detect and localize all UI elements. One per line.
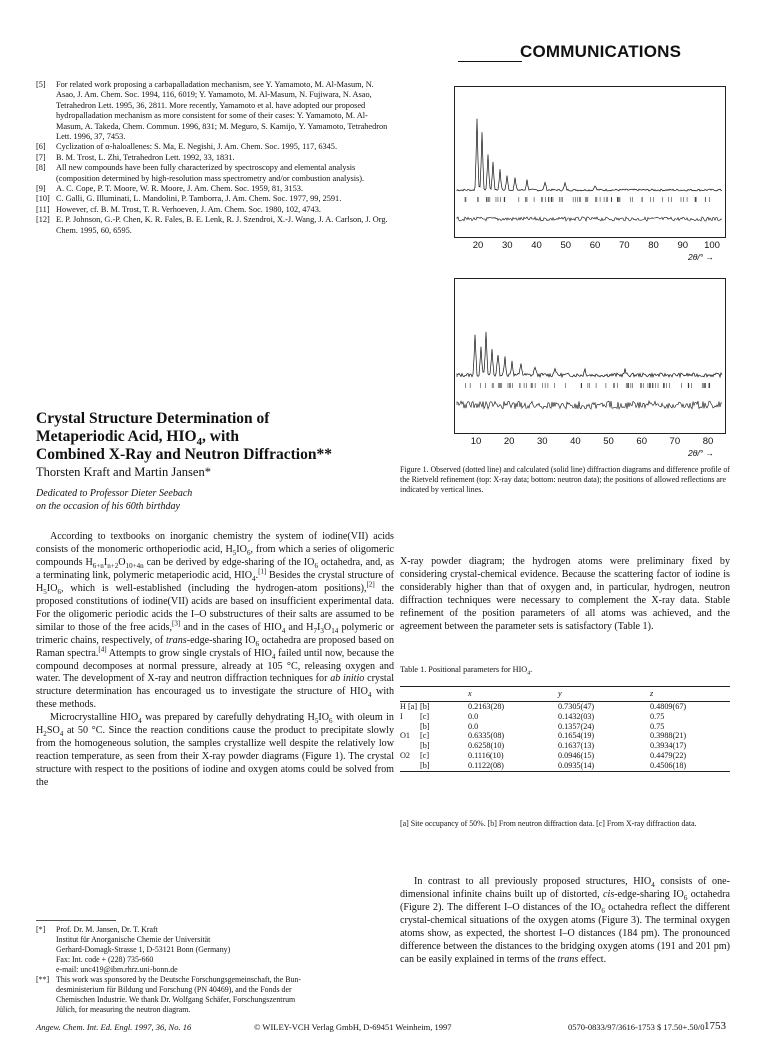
axis-tick-label: 80 [648, 240, 659, 251]
axis-tick-label: 30 [536, 436, 548, 447]
table-cell-x: 0.1122(08) [468, 760, 504, 770]
table-cell-y: 0.0946(15) [558, 750, 595, 760]
footnote-line: This work was sponsored by the Deutsche Forschungsgemeinschaft, the Bun- [56, 975, 302, 984]
title-subscript: 4 [196, 436, 202, 449]
footer-volume: 1997, 36, No. 16 [134, 1022, 192, 1032]
reference-item [36, 142, 394, 152]
table-caption: Table 1. Positional parameters for $HIO_4$. [400, 665, 533, 677]
figure-caption: Figure 1. Observed (dotted line) and calculated (solid line) diffraction diagrams and difference profile of the Rietveld refinement (top: X-ray data; bottom: neutron data); the positions of allowed reflections are indicated by vertical lines. [400, 465, 730, 494]
table-cell-z: 0.4809(67) [650, 702, 687, 711]
reference-text: B. M. Trost, L. Zhi, Tetrahedron Lett. 1992, 33, 1831. [56, 152, 235, 162]
reference-text: E. P. Johnson, G.-P. Chen, K. R. Fales, B. E. Lenk, R. J. Szendroi, X.-J. Wang, J. A. Carlson, J. Org. Chem. 1995, 60, 6595. [56, 215, 388, 235]
paragraph: In contrast to all previously proposed structures, $HIO_4$ consists of one-dimensional infinite chains built up of distorted, cis-edge-sharing $IO_6$ octahedra (Figure 2). The different I–O distances of the $IO_6$ octahedra reflect the different crystal-chemical situations of the oxygen atoms (Figure 3). The terminal oxygen atoms show, as expected, the shortest I–O distances (184 pm). The pronounced difference between the distances to the bridging oxygen atoms (191 and 201 pm) can be easily explained in terms of the trans effect. [400, 876, 730, 965]
footnote-mark: [**] [36, 975, 50, 984]
footnote-mark: [*] [36, 925, 46, 934]
footnote-line: Institut für Anorganische Chemie der Universität [56, 935, 211, 944]
title-line-3: Combined X-Ray and Neutron Diffraction** [36, 446, 332, 463]
article-title [36, 410, 396, 464]
table-cell-src: [c] [420, 711, 430, 721]
axis-tick-label: 40 [570, 436, 581, 447]
table-row [400, 741, 730, 751]
table-cell-x: 0.2163(28) [468, 702, 505, 711]
table-cell-src: [c] [420, 731, 430, 741]
column-header-z: z [650, 689, 654, 699]
column-header-y: y [558, 689, 562, 699]
table-cell-z: 0.3988(21) [650, 731, 687, 741]
reference-item [36, 215, 394, 236]
axis-tick-label: 50 [603, 436, 614, 447]
axis-tick-label: 40 [531, 240, 542, 251]
table-row [400, 702, 730, 712]
axis-tick-label: 20 [472, 240, 484, 251]
reference-list [36, 80, 394, 236]
axis-tick-label: 60 [589, 240, 601, 251]
table-cell-y: 0.1357(24) [558, 721, 595, 731]
table-cell-src: [b] [420, 741, 430, 751]
table-cell-src: [c] [420, 750, 430, 760]
table-cell-z: 0.75 [650, 711, 665, 721]
reference-text: C. Galli, G. Illuminati, L. Mandolini, P. Tamborra, J. Am. Chem. Soc. 1977, 99, 2591. [56, 194, 342, 204]
dedication [36, 488, 356, 513]
table-cell-atom [400, 761, 420, 771]
title-line-2-end: , with [202, 428, 240, 445]
section-heading: COMMUNICATIONS [520, 42, 682, 61]
table-cell-z: 0.4479(22) [650, 750, 687, 760]
table-cell-y: 0.1654(19) [558, 731, 595, 741]
table-row [400, 761, 730, 771]
positional-parameters-table [400, 686, 730, 772]
reference-number: [8] [36, 163, 46, 173]
dedication-line-2: on the occasion of his 60th birthday [36, 500, 180, 512]
table-row [400, 712, 730, 722]
neutron-axis-ticks [454, 436, 724, 448]
table-cell-y: 0.0935(14) [558, 760, 595, 770]
body-text-left [36, 531, 394, 790]
table-cell-atom: I [400, 711, 403, 721]
table-row [400, 751, 730, 761]
table-cell-z: 0.75 [650, 721, 665, 731]
axis-tick-label: 20 [503, 436, 515, 447]
axis-tick-label: 10 [470, 436, 482, 447]
footnote-line: Prof. Dr. M. Jansen, Dr. T. Kraft [56, 925, 158, 934]
reference-text: However, cf. B. M. Trost, T. R. Verhoeven, J. Am. Chem. Soc. 1980, 102, 4743. [56, 204, 321, 214]
table-cell-z: 0.4506(18) [650, 760, 687, 770]
reference-item [36, 153, 394, 163]
pattern-curve [457, 332, 722, 377]
table-cell-atom [400, 741, 420, 751]
footnote-line: Fax: Int. code + (228) 735-660 [56, 955, 154, 964]
table-cell-y: 0.1432(03) [558, 711, 595, 721]
footnote-rule [36, 920, 116, 921]
column-header-x: x [468, 689, 472, 699]
footer-publisher: © WILEY-VCH Verlag GmbH, D-69451 Weinheim, 1997 [254, 1022, 452, 1032]
table-cell-z: 0.3934(17) [650, 741, 687, 751]
neutron-plot-svg [455, 279, 725, 433]
table-cell-src: [b] [420, 760, 430, 770]
reference-item [36, 194, 394, 204]
axis-tick-label: 80 [702, 436, 714, 447]
axis-tick-label: 70 [618, 240, 630, 251]
difference-curve [457, 217, 722, 221]
xray-plot-svg [455, 87, 725, 237]
footnote-line: Gerhard-Domagk-Strasse 1, D-53121 Bonn (Germany) [56, 945, 231, 954]
axis-tick-label: 50 [560, 240, 572, 251]
body-text-right-1 [400, 556, 730, 634]
table-cell-x: 0.0 [468, 711, 479, 721]
header-rule [458, 61, 522, 62]
reference-number: [9] [36, 184, 46, 194]
footnote-line: Chemischen Industrie. We thank Dr. Wolfgang Schäfer, Forschungszentrum [56, 995, 296, 1004]
axis-tick-label: 100 [704, 240, 720, 251]
reference-text: All new compounds have been fully characterized by spectroscopy and elemental analysis (composition determined by high-resolution mass spectrometry and/or combustion analysis). [56, 163, 365, 183]
reference-item [36, 184, 394, 194]
table-cell-atom: H [a] [400, 702, 418, 711]
footnotes [36, 925, 394, 1015]
paragraph: Microcrystalline $HIO_4$ was prepared by carefully dehydrating $H_5IO_6$ with oleum in $H_2SO_4$ at 50 °C. Since the reaction conditions cause the product to precipitate slowly from the homogeneous solution, the samples crystallize well despite the relatively low reaction temperature, as seen from their X-ray powder diagrams (Figure 1). The crystal structure with respect to the positions of iodine and oxygen atoms could be solved from the [36, 712, 394, 789]
reference-text: For related work proposing a carbapalladation mechanism, see Y. Yamamoto, M. Al-Masum, N. Asao, J. Am. Chem. Soc. 1994, 116, 6019; Y. Yamamoto, M. Al-Masum, N. Fujiwara, N. Asao, Tetrahedron Lett. 1995, 36, 2811. More recently, Yamamoto et al. have adopted our proposed hydropalladation mechanism as more consistent for some of their cases: Y. Yamamoto, M. Al-Masum, A. Takeda, Chem. Commun. 1996, 831; M. Meguro, S. Kamijo, Y. Yamamoto, Tetrahedron Lett. 1996, 37, 7453. [56, 80, 388, 142]
table-notes: [a] Site occupancy of 50%. [b] From neutron diffraction data. [c] From X-ray diffraction data. [400, 819, 697, 828]
reference-item [36, 163, 394, 184]
axis-tick-label: 90 [677, 240, 689, 251]
footer-issn: 0570-0833/97/3616-1753 $ 17.50+.50/0 [568, 1022, 705, 1032]
reference-text: Cyclization of α-haloallenes: S. Ma, E. Negishi, J. Am. Chem. Soc. 1995, 117, 6345. [56, 142, 338, 152]
table-cell-src: [b] [420, 702, 430, 711]
table-cell-y: 0.7305(47) [558, 702, 595, 711]
table-cell-atom: O2 [400, 750, 411, 760]
table-cell-x: 0.0 [468, 721, 479, 731]
neutron-diffraction-plot [454, 278, 726, 434]
footnote-line: e-mail: unc419@ibm.rhrz.uni-bonn.de [56, 965, 178, 974]
reference-number: [5] [36, 80, 46, 89]
reference-item [36, 205, 394, 215]
page-number: 1753 [704, 1020, 726, 1032]
reference-item [36, 80, 394, 142]
xray-diffraction-plot [454, 86, 726, 238]
table-cell-src: [b] [420, 721, 430, 731]
axis-tick-label: 60 [636, 436, 647, 447]
table-row [400, 722, 730, 732]
footnote-line: desministerium für Bildung und Forschung (PN 40469), and the Fonds der [56, 985, 292, 994]
reference-number: [7] [36, 152, 46, 162]
xray-axis-ticks [454, 240, 724, 252]
body-text-right-2 [400, 876, 730, 967]
axis-tick-label: 70 [669, 436, 681, 447]
page-footer [36, 1022, 736, 1032]
reference-number: [11] [36, 204, 50, 214]
table-cell-y: 0.1637(13) [558, 741, 595, 751]
footnote [36, 975, 394, 1015]
xray-axis-title: 2θ/° → [688, 252, 714, 262]
table-header-row [400, 687, 730, 702]
reference-number: [10] [36, 194, 50, 204]
reference-text: A. C. Cope, P. T. Moore, W. R. Moore, J. Am. Chem. Soc. 1959, 81, 3153. [56, 184, 303, 194]
paragraph: X-ray powder diagram; the hydrogen atoms were preliminary fixed by considering crystal-chemical evidence. Because the scattering factor of iodine is considerably higher than that of oxygen and, in particular, hydrogen, neutron diffraction techniques were necessary to complement the X-ray data. Stable refinement of the position parameters of all atoms was achieved, and the agreement between the parameter sets is satisfactory (Table 1). [400, 556, 730, 632]
reference-number: [6] [36, 142, 46, 152]
table-cell-atom [400, 722, 420, 732]
table-cell-x: 0.1116(10) [468, 750, 504, 760]
title-line-2: Metaperiodic Acid, HIO [36, 428, 197, 445]
paragraph: According to textbooks on inorganic chemistry the system of iodine(VII) acids consists of the monomeric orthoperiodic acid, $H_5IO_6$, from which a series of oligomeric compounds $H_{6+n}I_{n+2}O_{10+4n}$ can be derived by edge-sharing of the $IO_6$ octahedra, and, as a terminating link, polymeric metaperiodic acid, $HIO_4.[1]$ Besides the crystal structure of $H_5IO_6$, which is well-established (including the hydrogen-atom positions),[2] the proposed constitutions of iodine(VII) acids are based on insufficient experimental data. For the oligomeric periodic acids the I–O substructures of their salts are assumed to be similar to those of the free acids,[3] and in the cases of $HIO_4$ and $H_7I_3O_{14}$ polymeric or trimeric chains, respectively, of trans-edge-sharing $IO_6$ octahedra are proposed based on Raman spectra.[4] Attempts to grow single crystals of $HIO_4$ failed until now, because the compound decomposes at normal pressure, already at 105 °C, releasing oxygen and water. The development of X-ray and neutron diffraction techniques for ab initio crystal structure determination has encouraged us to investigate the structure of $HIO_4$ with these methods. [36, 531, 395, 711]
authors: Thorsten Kraft and Martin Jansen* [36, 465, 211, 479]
footnote [36, 925, 394, 975]
table-cell-atom: O1 [400, 731, 411, 741]
table-cell-x: 0.6335(08) [468, 731, 505, 741]
axis-tick-label: 30 [501, 240, 513, 251]
title-line-1: Crystal Structure Determination of [36, 410, 270, 427]
pattern-curve [457, 119, 722, 191]
footnote-line: Jülich, for measuring the neutron diagram. [56, 1005, 191, 1014]
table-cell-x: 0.6258(10) [468, 741, 505, 751]
footer-journal: Angew. Chem. Int. Ed. Engl. [36, 1022, 133, 1032]
neutron-axis-title: 2θ/° → [688, 448, 714, 458]
dedication-line-1: Dedicated to Professor Dieter Seebach [36, 488, 193, 499]
table-row [400, 731, 730, 741]
difference-curve [457, 401, 722, 409]
reference-number: [12] [36, 215, 50, 225]
